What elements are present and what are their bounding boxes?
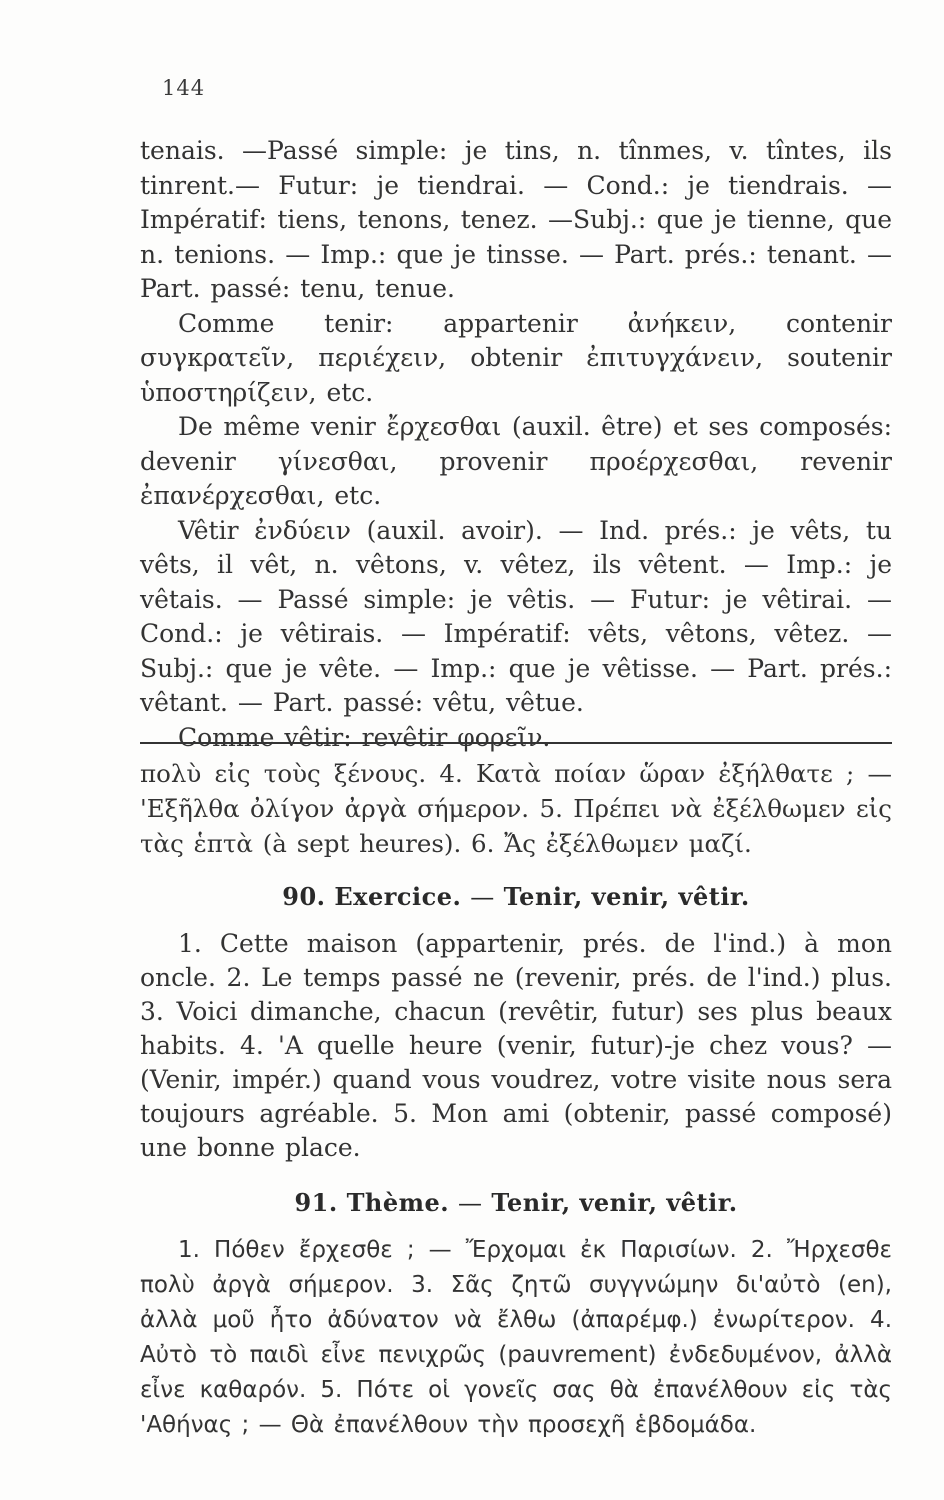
exercise-text: 1. Cette maison (appartenir, prés. de l'ind.) à mon oncle. 2. Le temps passé ne (revenir, prés. de l'ind.) plus. 3. Voici dimanche, chacun (revêtir, futur) ses plus beaux habits. 4. 'A quelle heure (venir, futur)-je chez vous? — (Venir, impér.) quand vous voudrez, votre visite nous sera toujours agréable. 5. Mon ami (obtenir, passé composé) une bonne place. — [140, 929, 892, 1162]
exercise-number: 90. — [282, 882, 326, 911]
conjugation-vetir-paragraph: Vêtir ἐνδύειν (auxil. avoir). — Ind. prés.: je vêts, tu vêts, il vêt, n. vêtons, v. vêtez, ils vêtent. — Imp.: je vêtais. — Passé simple: je vêtis. — Futur: je vêtirai. — Cond.: je vêtirais. — Impératif: vêts, vêtons, vêtez. — Subj.: que je vête. — Imp.: que je vêtisse. — Part. prés.: vêtant. — Part. passé: vêtu, vêtue. — [140, 515, 892, 717]
compounds-venir-paragraph: De même venir ἔρχεσθαι (auxil. être) et ses composés: devenir γίνεσθαι, provenir προέρχεσθαι, revenir ἐπανέρχεσθαι, etc. — [140, 412, 892, 510]
exercise-label: Exercice. — [334, 882, 462, 911]
theme-number: 91. — [294, 1188, 338, 1217]
exercise-heading — [140, 882, 892, 911]
exercise-topic: Tenir, venir, vêtir. — [503, 882, 750, 911]
continued-greek-paragraph: πολὺ εἰς τοὺς ξένους. 4. Κατὰ ποίαν ὥραν ἐξήλθατε ; — 'Εξῆλθα ὀλίγον ἀργὰ σήμερον. 5. Πρέπει νὰ ἐξέλθωμεν εἰς τὰς ἑπτὰ (à sept heures). 6. Ἄς ἐξέλθωμεν μαζί. — [140, 759, 892, 858]
compounds-vetir-paragraph: Comme vêtir: revêtir φορεῖν. — [178, 722, 551, 752]
theme-separator: — — [458, 1189, 483, 1217]
page-number: 144 — [162, 76, 206, 100]
conjugation-section — [140, 134, 892, 755]
compounds-tenir-paragraph: Comme tenir: appartenir ἀνήκειν, contenir συγκρατεῖν, περιέχειν, obtenir ἐπιτυγχάνειν, soutenir ὑποστηρίζειν, etc. — [140, 308, 892, 407]
theme-label: Thème. — [346, 1188, 450, 1217]
section-divider — [140, 742, 892, 744]
continued-greek-section — [140, 756, 892, 861]
theme-topic: Tenir, venir, vêtir. — [491, 1188, 738, 1217]
exercise-section — [140, 882, 892, 1165]
conjugation-tenir-paragraph: tenais. —Passé simple: je tins, n. tînmes, v. tîntes, ils tinrent.— Futur: je tiendrai. — Cond.: je tiendrais. — Impératif: tiens, tenons, tenez. —Subj.: que je tienne, que n. tenions. — Imp.: que je tinsse. — Part. prés.: tenant. — Part. passé: tenu, tenue. — [140, 136, 892, 303]
theme-heading — [140, 1188, 892, 1217]
theme-section — [140, 1188, 892, 1443]
theme-text: 1. Πόθεν ἔρχεσθε ; — Ἔρχομαι ἐκ Παρισίων. 2. Ἤρχεσθε πολὺ ἀργὰ σήμερον. 3. Σᾶς ζητῶ συγγνώμην δι'αὐτὸ (en), ἀλλὰ μοῦ ἦτο ἀδύνατον νὰ ἔλθω (ἀπαρέμφ.) ἐνωρίτερον. 4. Αὐτὸ τὸ παιδὶ εἶνε πενιχρῶς (pauvrement) ἐνδεδυμένον, ἀλλὰ εἶνε καθαρόν. 5. Πότε οἱ γονεῖς σας θὰ ἐπανέλθουν εἰς τὰς 'Αθήνας ; — Θὰ ἐπανέλθουν τὴν προσεχῆ ἑβδομάδα. — [140, 1237, 892, 1438]
exercise-separator: — — [470, 883, 495, 911]
